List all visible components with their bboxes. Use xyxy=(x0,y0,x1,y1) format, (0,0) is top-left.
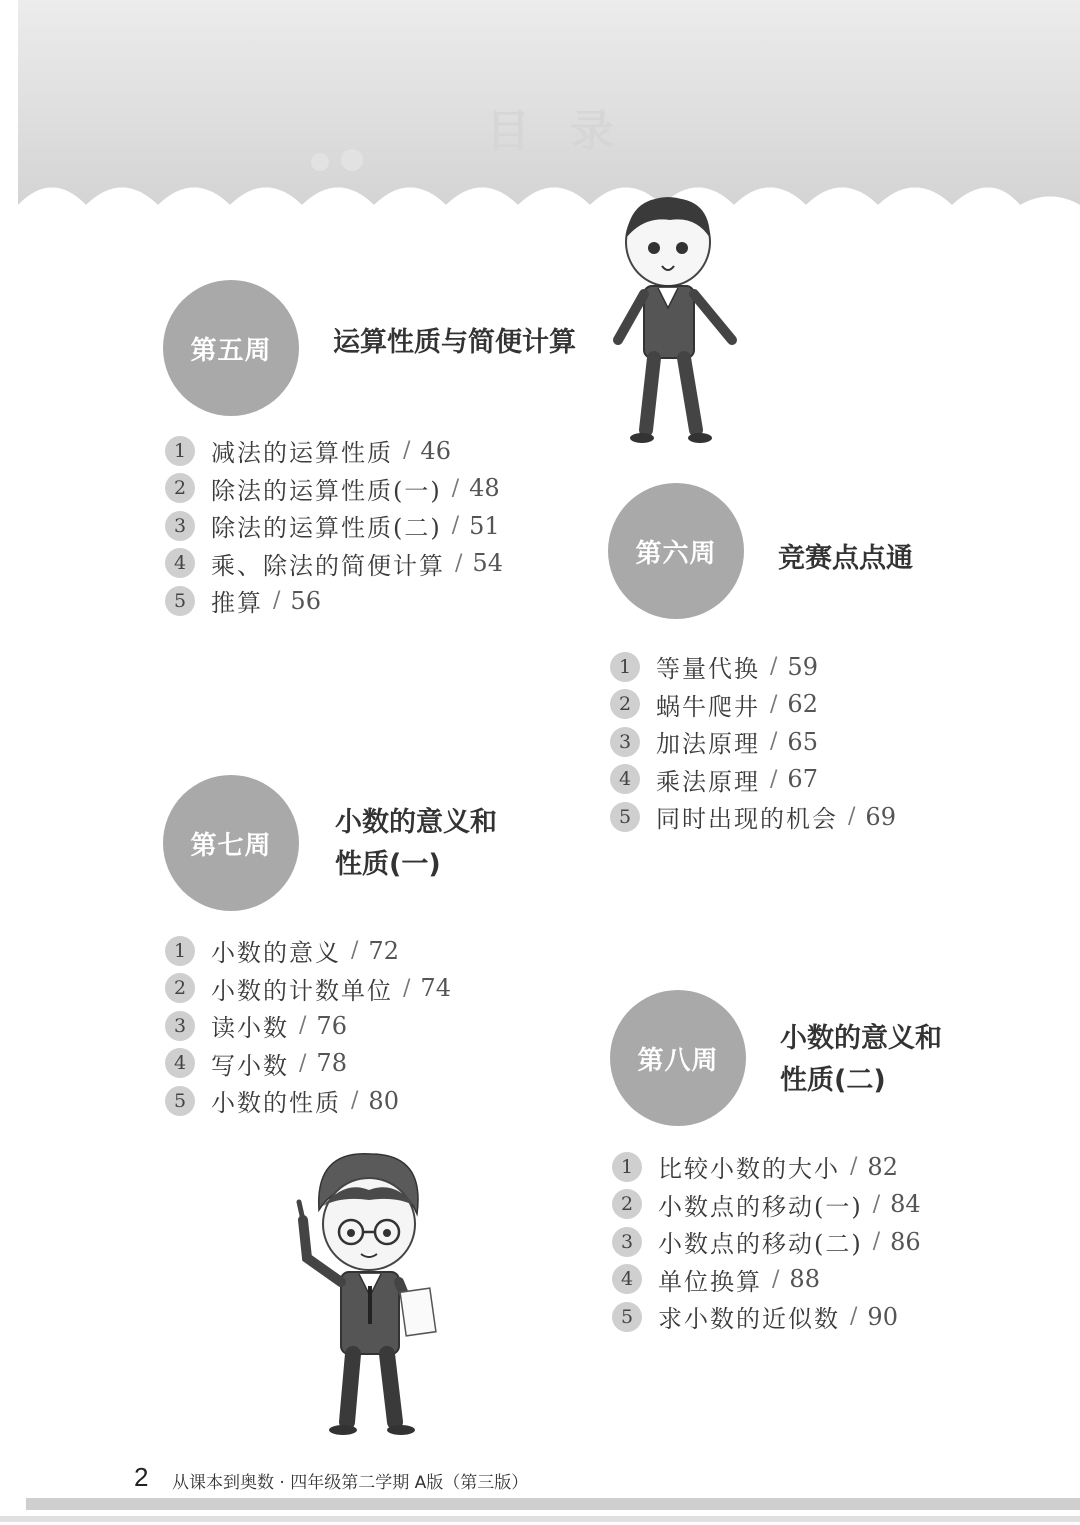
separator: / xyxy=(770,729,778,755)
lesson-number-badge: 5 xyxy=(612,1302,642,1332)
lesson-item[interactable] xyxy=(610,686,896,724)
teacher-illustration xyxy=(285,1140,445,1440)
lesson-page-number: 76 xyxy=(316,1011,347,1040)
lesson-number-badge: 4 xyxy=(612,1264,642,1294)
footer-bar-bottom xyxy=(0,1516,1080,1522)
lesson-page-number: 65 xyxy=(787,727,818,756)
week-7-title xyxy=(335,802,497,886)
lesson-title: 除法的运算性质(二) xyxy=(211,514,442,543)
lesson-title: 蜗牛爬井 xyxy=(656,692,760,721)
separator: / xyxy=(770,654,778,680)
lesson-title: 加法原理 xyxy=(656,730,760,759)
separator: / xyxy=(770,691,778,717)
lesson-page-number: 78 xyxy=(316,1049,347,1078)
lesson-number-badge: 1 xyxy=(165,436,195,466)
lesson-number-badge: 3 xyxy=(612,1227,642,1257)
week-6-badge xyxy=(608,483,744,619)
week-5-lesson-list xyxy=(165,432,503,620)
lesson-title: 小数点的移动(二) xyxy=(658,1230,863,1259)
lesson-item[interactable] xyxy=(612,1148,921,1186)
week-8-lesson-list xyxy=(612,1148,921,1336)
lesson-item[interactable] xyxy=(610,761,896,799)
separator: / xyxy=(351,1088,359,1114)
lesson-title: 除法的运算性质(一) xyxy=(211,476,442,505)
lesson-item[interactable] xyxy=(165,582,503,620)
lesson-page-number: 62 xyxy=(787,690,818,719)
lesson-item[interactable] xyxy=(165,1007,451,1045)
separator: / xyxy=(455,550,463,576)
week-7-badge xyxy=(163,775,299,911)
boy-illustration xyxy=(600,190,750,450)
lesson-title: 读小数 xyxy=(211,1014,289,1043)
lesson-number-badge: 4 xyxy=(165,548,195,578)
separator: / xyxy=(451,475,460,501)
separator: / xyxy=(351,938,359,964)
week-7-title-line-1: 小数的意义和 xyxy=(335,807,497,838)
lesson-number-badge: 5 xyxy=(165,586,195,616)
lesson-number-badge: 3 xyxy=(165,511,195,541)
lesson-page-number: 48 xyxy=(469,474,500,503)
week-8-title-line-2: 性质(二) xyxy=(780,1065,886,1096)
lesson-title: 求小数的近似数 xyxy=(658,1305,840,1334)
week-5-badge xyxy=(163,280,299,416)
lesson-title: 乘、除法的简便计算 xyxy=(211,551,445,580)
separator: / xyxy=(772,1266,780,1292)
week-7-label: 第七周 xyxy=(190,830,272,861)
lesson-title: 乘法原理 xyxy=(656,767,760,796)
lesson-page-number: 86 xyxy=(890,1227,921,1256)
lesson-title: 等量代换 xyxy=(656,655,760,684)
lesson-page-number: 72 xyxy=(368,936,399,965)
lesson-item[interactable] xyxy=(165,1082,451,1120)
lesson-item[interactable] xyxy=(610,798,896,836)
separator: / xyxy=(850,1154,858,1180)
lesson-page-number: 51 xyxy=(469,511,500,540)
separator: / xyxy=(770,766,778,792)
week-6-label: 第六周 xyxy=(635,538,717,569)
page-number: 2 xyxy=(134,1462,149,1492)
lesson-item[interactable] xyxy=(165,545,503,583)
separator: / xyxy=(299,1013,307,1039)
separator: / xyxy=(403,975,411,1001)
week-8-title-line-1: 小数的意义和 xyxy=(780,1023,942,1054)
lesson-number-badge: 3 xyxy=(165,1011,195,1041)
lesson-number-badge: 5 xyxy=(610,802,640,832)
lesson-item[interactable] xyxy=(165,507,503,545)
lesson-page-number: 46 xyxy=(420,436,451,465)
lesson-page-number: 59 xyxy=(787,652,818,681)
week-8-title xyxy=(780,1018,942,1102)
lesson-number-badge: 2 xyxy=(612,1189,642,1219)
separator: / xyxy=(273,588,281,614)
separator: / xyxy=(299,1050,307,1076)
separator: / xyxy=(403,438,411,464)
week-6-lesson-list xyxy=(610,648,896,836)
separator: / xyxy=(872,1191,881,1217)
lesson-title: 推算 xyxy=(211,589,263,618)
header-title: 目录 xyxy=(486,106,654,157)
lesson-title: 比较小数的大小 xyxy=(658,1155,840,1184)
lesson-page-number: 88 xyxy=(789,1265,820,1294)
week-6-title xyxy=(778,538,913,580)
week-8-badge xyxy=(610,990,746,1126)
footer-bar xyxy=(26,1498,1080,1510)
lesson-item[interactable] xyxy=(612,1223,921,1261)
lesson-page-number: 69 xyxy=(865,802,896,831)
lesson-item[interactable] xyxy=(610,723,896,761)
lesson-item[interactable] xyxy=(612,1186,921,1224)
lesson-number-badge: 2 xyxy=(610,689,640,719)
lesson-item[interactable] xyxy=(165,432,503,470)
lesson-page-number: 82 xyxy=(867,1152,898,1181)
lesson-title: 小数点的移动(一) xyxy=(658,1192,863,1221)
lesson-item[interactable] xyxy=(165,932,451,970)
lesson-number-badge: 1 xyxy=(612,1152,642,1182)
lesson-number-badge: 5 xyxy=(165,1086,195,1116)
lesson-number-badge: 1 xyxy=(165,936,195,966)
lesson-page-number: 90 xyxy=(867,1302,898,1331)
lesson-title: 减法的运算性质 xyxy=(211,439,393,468)
week-5-title xyxy=(333,322,576,364)
lesson-page-number: 84 xyxy=(890,1190,921,1219)
lesson-page-number: 56 xyxy=(290,586,321,615)
lesson-page-number: 80 xyxy=(368,1086,399,1115)
lesson-title: 小数的计数单位 xyxy=(211,976,393,1005)
week-8-label: 第八周 xyxy=(637,1045,719,1076)
lesson-number-badge: 4 xyxy=(165,1048,195,1078)
lesson-number-badge: 3 xyxy=(610,727,640,757)
lesson-item[interactable] xyxy=(612,1298,921,1336)
lesson-title: 同时出现的机会 xyxy=(656,805,838,834)
lesson-item[interactable] xyxy=(165,470,503,508)
lesson-title: 小数的意义 xyxy=(211,939,341,968)
lesson-page-number: 74 xyxy=(420,974,451,1003)
lesson-page-number: 67 xyxy=(787,765,818,794)
lesson-title: 写小数 xyxy=(211,1051,289,1080)
separator: / xyxy=(872,1229,881,1255)
week-5-label: 第五周 xyxy=(190,335,272,366)
week-5-title-line-1: 运算性质与简便计算 xyxy=(333,327,576,358)
lesson-item[interactable] xyxy=(612,1261,921,1299)
separator: / xyxy=(451,513,460,539)
lesson-item[interactable] xyxy=(165,1045,451,1083)
lesson-item[interactable] xyxy=(610,648,896,686)
lesson-page-number: 54 xyxy=(472,549,503,578)
lesson-number-badge: 2 xyxy=(165,973,195,1003)
separator: / xyxy=(850,1304,858,1330)
book-title: 从课本到奥数 · 四年级第二学期 A版（第三版） xyxy=(172,1473,529,1493)
lesson-number-badge: 4 xyxy=(610,764,640,794)
week-7-title-line-2: 性质(一) xyxy=(335,849,441,880)
separator: / xyxy=(848,804,856,830)
lesson-title: 小数的性质 xyxy=(211,1089,341,1118)
lesson-number-badge: 1 xyxy=(610,652,640,682)
lesson-item[interactable] xyxy=(165,970,451,1008)
lesson-number-badge: 2 xyxy=(165,473,195,503)
lesson-title: 单位换算 xyxy=(658,1267,762,1296)
week-7-lesson-list xyxy=(165,932,451,1120)
week-6-title-line-1: 竞赛点点通 xyxy=(778,543,913,574)
